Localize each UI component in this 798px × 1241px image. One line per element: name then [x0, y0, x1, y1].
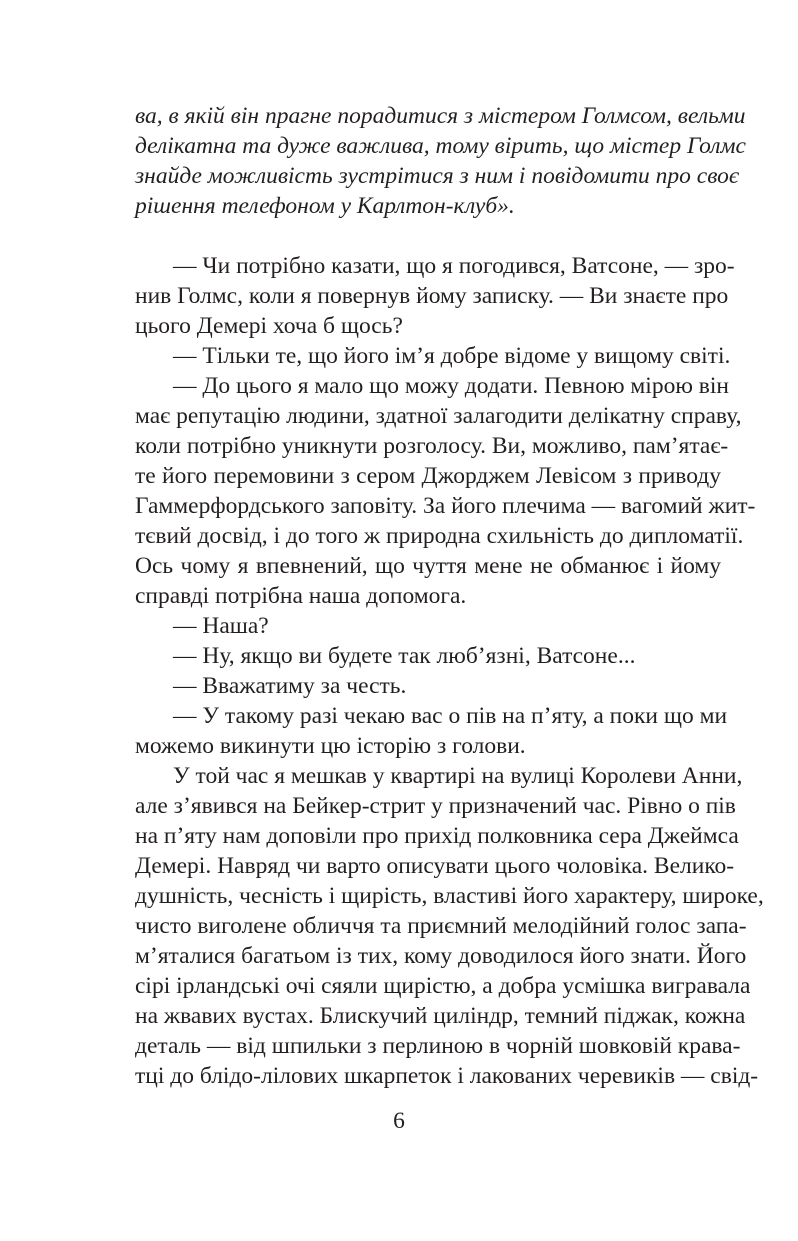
text-line: Демері. Навряд чи варто описувати цього чоловіка. Велико- [135, 853, 735, 879]
text-line: — У такому разі чекаю вас о пів на п’яту, а поки що ми [173, 703, 728, 729]
text-line: тєвий досвід, і до того ж природна схильність до дипломатії. [135, 523, 744, 549]
text-line: — Тільки те, що його ім’я добре відоме у вищому світі. [173, 343, 731, 369]
text-line: м’яталися багатьом із тих, кому доводилося його знати. Його [135, 943, 747, 969]
text-line: — Ну, якщо ви будете так люб’язні, Ватсоне... [173, 643, 636, 669]
letter-line: рішення телефоном у Карлтон-клуб». [135, 193, 515, 219]
text-line: — Наша? [173, 613, 269, 639]
text-line: на п’яту нам доповіли про прихід полковника сера Джеймса [135, 823, 739, 849]
text-line: але з’явився на Бейкер-стрит у призначений час. Рівно о пів [135, 793, 736, 819]
text-line: на жвавих вустах. Блискучий циліндр, темний піджак, кожна [135, 1003, 746, 1029]
text-line: справді потрібна наша допомога. [135, 583, 467, 609]
text-line: те його перемовини з сером Джорджем Левісом з приводу [135, 463, 721, 489]
text-line: деталь — від шпильки з перлиною в чорній шовковій крава- [135, 1033, 741, 1059]
text-line: — Вважатиму за честь. [173, 673, 407, 699]
letter-line: знайде можливість зустрітися з ним і повідомити про своє [135, 163, 740, 189]
text-line: — До цього я мало що можу додати. Певною мірою він [173, 373, 729, 399]
text-line: нив Голмс, коли я повернув йому записку. — Ви знаєте про [135, 283, 729, 309]
text-line: тці до блідо-лілових шкарпеток і лакованих черевиків — свід- [135, 1063, 759, 1089]
text-line: У той час я мешкав у квартирі на вулиці Королеви Анни, [173, 763, 743, 789]
text-line: чисто виголене обличчя та приємний мелодійний голос запа- [135, 913, 747, 939]
text-line: цього Демері хоча б щось? [135, 313, 403, 339]
page-number: 6 [393, 1108, 405, 1134]
text-line: Ось чому я впевнений, що чуття мене не обманює і йому [135, 553, 721, 579]
letter-line: делікатна та дуже важлива, тому вірить, що містер Голмс [135, 133, 746, 159]
text-line: — Чи потрібно казати, що я погодився, Ватсоне, — зро- [173, 253, 735, 279]
text-line: коли потрібно уникнути розголосу. Ви, можливо, пам’ятає- [135, 433, 729, 459]
text-line: Гаммерфордського заповіту. За його плечима — вагомий жит- [135, 493, 756, 519]
text-line: можемо викинути цю історію з голови. [135, 733, 526, 759]
text-line: має репутацію людини, здатної залагодити делікатну справу, [135, 403, 742, 429]
letter-line: ва, в якій він прагне порадитися з містером Голмсом, вельми [135, 103, 746, 129]
text-line: сірі ірландські очі сяяли щирістю, а добра усмішка вигравала [135, 973, 751, 999]
text-line: душність, чесність і щирість, властиві його характеру, широке, [135, 883, 764, 909]
